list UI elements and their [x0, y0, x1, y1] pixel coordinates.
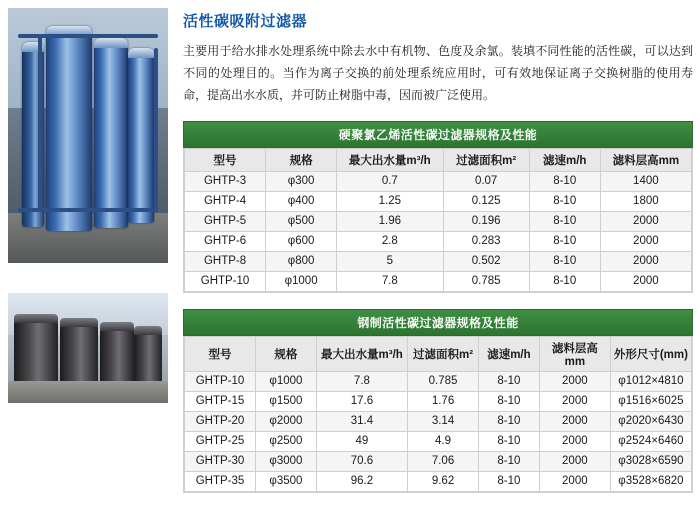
cell: 96.2 [316, 471, 407, 491]
table-caption: 硬聚氯乙烯活性碳过滤器规格及性能 [183, 121, 693, 148]
steel-filter-tank [134, 333, 162, 381]
pipe [38, 34, 42, 210]
col-header: 最大出水量m³/h [316, 336, 407, 371]
cell: φ3500 [255, 471, 316, 491]
cell: 4.9 [408, 431, 479, 451]
cell: 17.6 [316, 391, 407, 411]
cell: 0.283 [443, 231, 529, 251]
cell: 8-10 [529, 251, 600, 271]
cell: φ3000 [255, 451, 316, 471]
cell: 8-10 [479, 431, 540, 451]
table-row [185, 371, 692, 391]
product-description: 主要用于给水排水处理系统中除去水中有机物、色度及余氯。装填不同性能的活性碳，可以达到不同的处理目的。当作为离子交换的前处理系统应用时，可有效地保证离子交换树脂的使用寿命，提高出水水质，并可防止树脂中毒，因而被广泛使用。 [183, 44, 693, 103]
image-column [8, 8, 168, 403]
cell: φ3028×6590 [610, 451, 691, 471]
col-header: 滤料层高mm [600, 148, 691, 171]
cell: 2000 [539, 411, 610, 431]
cell: φ1000 [255, 371, 316, 391]
cell: 0.196 [443, 211, 529, 231]
table-header-row [185, 336, 692, 371]
steel-filter-tank [14, 321, 58, 381]
col-header: 型号 [185, 336, 256, 371]
spec-table [184, 148, 692, 292]
table-row [185, 211, 692, 231]
tank-cap [94, 38, 128, 48]
cell: GHTP-20 [185, 411, 256, 431]
table-wrapper [183, 148, 693, 293]
pipe [154, 48, 158, 210]
page-title: 活性碳吸附过滤器 [183, 13, 308, 30]
cell: 2000 [539, 471, 610, 491]
cell: 1400 [600, 171, 691, 191]
cell: φ500 [266, 211, 337, 231]
cell: 2000 [600, 251, 691, 271]
cell: φ600 [266, 231, 337, 251]
cell: 1.76 [408, 391, 479, 411]
photo-ground [8, 381, 168, 403]
cell: 0.7 [337, 171, 443, 191]
cell: 8-10 [479, 411, 540, 431]
col-header: 滤速m/h [529, 148, 600, 171]
cell: GHTP-5 [185, 211, 266, 231]
cell: φ1500 [255, 391, 316, 411]
table-row [185, 411, 692, 431]
product-photo-top [8, 8, 168, 263]
cell: GHTP-8 [185, 251, 266, 271]
cell: 0.07 [443, 171, 529, 191]
cell: 8-10 [529, 211, 600, 231]
cell: GHTP-10 [185, 371, 256, 391]
table-row [185, 251, 692, 271]
cell: 8-10 [479, 451, 540, 471]
col-header: 过滤面积m² [443, 148, 529, 171]
cell: 2000 [539, 371, 610, 391]
cell: GHTP-35 [185, 471, 256, 491]
cell: 8-10 [479, 371, 540, 391]
cell: φ1012×4810 [610, 371, 691, 391]
cell: 2000 [539, 391, 610, 411]
table-row [185, 231, 692, 251]
table-row [185, 451, 692, 471]
cell: 8-10 [529, 191, 600, 211]
filter-tank [46, 26, 92, 231]
cell: φ3528×6820 [610, 471, 691, 491]
cell: 2000 [539, 431, 610, 451]
cell: φ300 [266, 171, 337, 191]
col-header: 最大出水量m³/h [337, 148, 443, 171]
cell: φ1000 [266, 271, 337, 291]
cell: φ800 [266, 251, 337, 271]
cell: 7.8 [337, 271, 443, 291]
cell: 31.4 [316, 411, 407, 431]
cell: GHTP-30 [185, 451, 256, 471]
cell: φ1516×6025 [610, 391, 691, 411]
cell: 70.6 [316, 451, 407, 471]
cell: 7.06 [408, 451, 479, 471]
cell: GHTP-25 [185, 431, 256, 451]
col-header: 过滤面积m² [408, 336, 479, 371]
cell: 1.25 [337, 191, 443, 211]
cell: 3.14 [408, 411, 479, 431]
cell: 0.125 [443, 191, 529, 211]
table-row [185, 431, 692, 451]
cell: GHTP-4 [185, 191, 266, 211]
cell: 2.8 [337, 231, 443, 251]
cell: φ2524×6460 [610, 431, 691, 451]
cell: φ2020×6430 [610, 411, 691, 431]
cell: 9.62 [408, 471, 479, 491]
steel-filter-tank [60, 325, 98, 381]
col-header: 型号 [185, 148, 266, 171]
filter-tank [94, 38, 128, 228]
col-header: 滤速m/h [479, 336, 540, 371]
cell: φ400 [266, 191, 337, 211]
col-header: 规格 [266, 148, 337, 171]
tank-cap [128, 48, 154, 58]
cell: GHTP-10 [185, 271, 266, 291]
cell: 2000 [600, 271, 691, 291]
cell: 8-10 [529, 271, 600, 291]
cell: GHTP-6 [185, 231, 266, 251]
cell: φ2500 [255, 431, 316, 451]
table-row [185, 471, 692, 491]
cell: 8-10 [479, 471, 540, 491]
col-header: 规格 [255, 336, 316, 371]
cell: φ2000 [255, 411, 316, 431]
product-photo-bottom [8, 293, 168, 403]
spec-table-steel [183, 309, 693, 493]
cell: 0.785 [408, 371, 479, 391]
table-row [185, 191, 692, 211]
cell: 1800 [600, 191, 691, 211]
cell: 7.8 [316, 371, 407, 391]
cell: 8-10 [479, 391, 540, 411]
spec-table-pvc [183, 121, 693, 293]
table-row [185, 171, 692, 191]
cell: 8-10 [529, 171, 600, 191]
cell: 0.785 [443, 271, 529, 291]
cell: 0.502 [443, 251, 529, 271]
cell: 2000 [539, 451, 610, 471]
table-row [185, 391, 692, 411]
filter-tank [128, 48, 154, 223]
steel-filter-tank [100, 329, 134, 381]
table-wrapper [183, 336, 693, 493]
cell: 5 [337, 251, 443, 271]
spec-table [184, 336, 692, 492]
cell: GHTP-3 [185, 171, 266, 191]
cell: 8-10 [529, 231, 600, 251]
table-row [185, 271, 692, 291]
col-header: 外形尺寸(mm) [610, 336, 691, 371]
cell: 2000 [600, 211, 691, 231]
cell: 1.96 [337, 211, 443, 231]
cell: GHTP-15 [185, 391, 256, 411]
content-column [183, 10, 693, 509]
table-caption: 钢制活性碳过滤器规格及性能 [183, 309, 693, 336]
table-header-row [185, 148, 692, 171]
cell: 2000 [600, 231, 691, 251]
cell: 49 [316, 431, 407, 451]
col-header: 滤料层高mm [539, 336, 610, 371]
